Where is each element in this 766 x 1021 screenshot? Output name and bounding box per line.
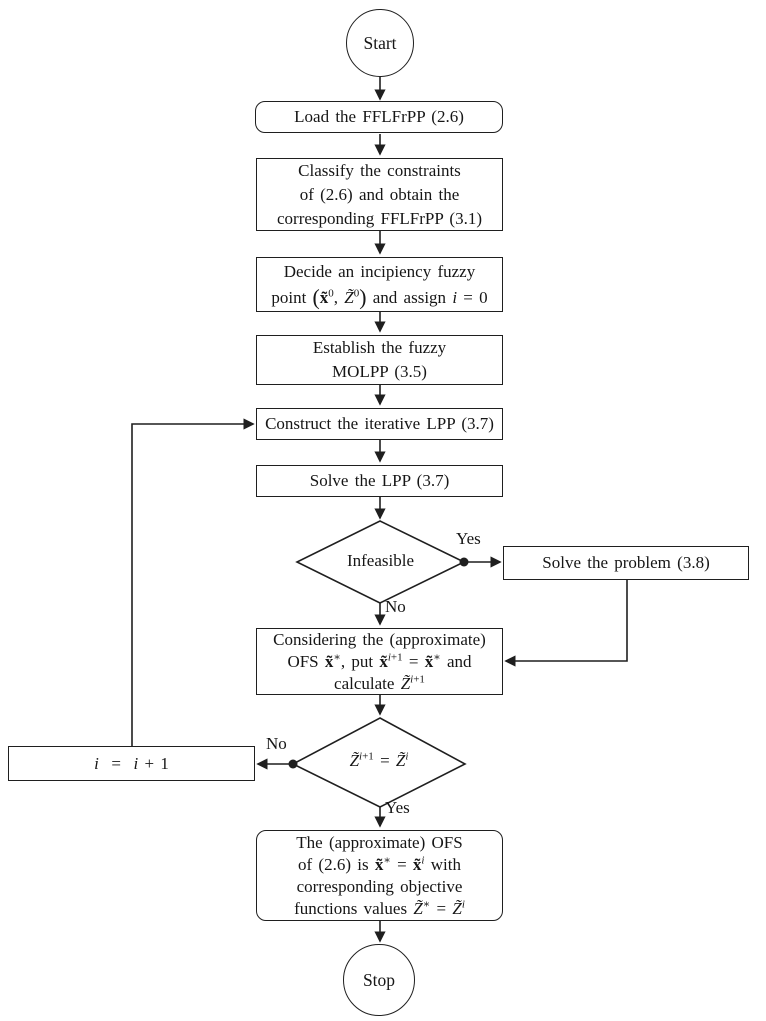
branch-label-infeasible-yes: Yes: [456, 529, 481, 548]
step-decide-label: Decide an incipiency fuzzy point (x̃$^0$, Z̃$^0$) and assign i = 0: [271, 261, 488, 310]
step-increment-label: i = i + 1: [94, 753, 169, 773]
step-solve-lpp-label: Solve the LPP (3.7): [309, 471, 450, 490]
step-solve-problem-label: Solve the problem (3.8): [542, 553, 710, 572]
step-construct: [256, 408, 503, 440]
decision-infeasible-label: Infeasible: [346, 551, 415, 570]
decision-zequal-label: Z̃$^{i+1}$ = Z̃$^i$: [349, 750, 409, 770]
step-result: [256, 830, 503, 921]
step-considering: [256, 628, 503, 695]
step-solve-lpp: [256, 465, 503, 497]
step-classify-label: Classify the constraints of (2.6) and obtain the corresponding FFLFrPP (3.1): [276, 160, 482, 228]
step-solve-problem: [503, 546, 749, 580]
branch-label-infeasible-no: No: [385, 597, 406, 616]
step-increment: [8, 746, 255, 781]
step-establish: [256, 335, 503, 385]
step-load: [255, 101, 503, 133]
stop-node: [343, 944, 415, 1016]
branch-label-zequal-yes: Yes: [385, 798, 410, 817]
step-considering-label: Considering the (approximate) OFS x̃∗, put x̃$^{i+1}$ = x̃∗ and calculate Z̃$^{i+1}$: [273, 629, 486, 693]
step-establish-label: Establish the fuzzy MOLPP (3.5): [312, 338, 447, 381]
step-result-label: The (approximate) OFS of (2.6) is x̃∗ = x̃$^i$ with corresponding objective functions values Z̃∗ = Z̃$^i$: [294, 832, 465, 918]
arrow-increment-loop-to-construct: [132, 424, 253, 746]
step-decide: [256, 257, 503, 312]
step-classify: [256, 158, 503, 231]
stop-label: Stop: [362, 969, 396, 990]
start-node: [346, 9, 414, 77]
step-construct-label: Construct the iterative LPP (3.7): [265, 414, 494, 433]
arrow-solveproblem-to-considering: [506, 580, 627, 661]
step-load-label: Load the FFLFrPP (2.6): [294, 107, 464, 126]
start-label: Start: [363, 32, 397, 53]
branch-label-zequal-no: No: [266, 734, 287, 753]
